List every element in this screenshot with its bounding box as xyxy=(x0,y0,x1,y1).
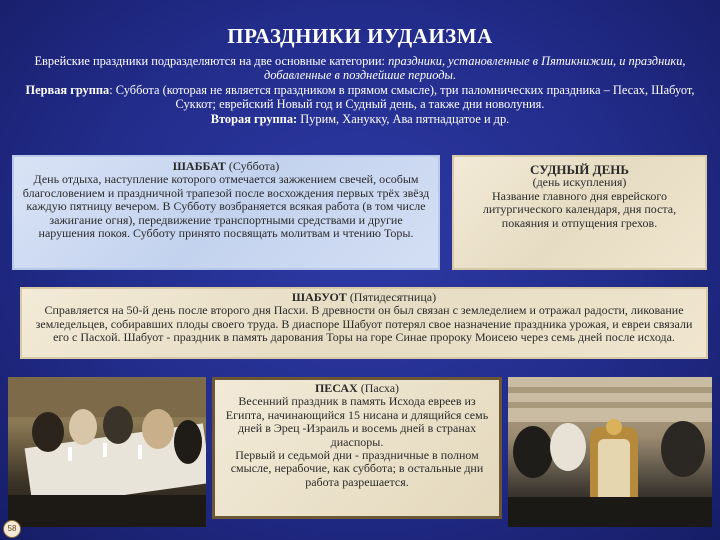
pesach-box xyxy=(212,377,502,519)
group2-label: Вторая группа: xyxy=(210,111,298,126)
pesach-heading: ПЕСАХ xyxy=(314,381,358,395)
pesach-text-2: Первый и седьмой дни - праздничные в полном смысле, нерабочие, как суббота; в остальные дни работа разрешается. xyxy=(230,448,484,489)
shavuot-text: Справляется на 50-й день после второго дня Пасхи. В древности он был связан с земледелием и отражал радости, ликование земледельцев, собиравших плоды своего труда. В диаспоре Шабуот потерял свое назначение праздника урожая, и евреи связали его с Пасхой. Шабуот - праздник в память дарования Торы на горе Синае пророку Моисею через семь дней после исхода. xyxy=(35,303,693,345)
yom-kippur-heading: СУДНЫЙ ДЕНЬ xyxy=(530,162,629,177)
group2-text: Пурим, Ханукку, Ава пятнадцатое и др. xyxy=(297,111,510,126)
group1-label: Первая группа xyxy=(25,82,110,97)
yom-kippur-subheading: (день искупления) xyxy=(532,175,627,190)
shabbat-heading: ШАББАТ xyxy=(172,159,226,173)
intro-lead: Еврейские праздники подразделяются на две основные категории: xyxy=(34,54,389,68)
torah-scroll-photo xyxy=(508,377,712,527)
shavuot-box xyxy=(20,287,708,359)
group1-text: : Суббота (которая не является праздником в прямом смысле), три паломнических праздника – Песах, Шабуот, Суккот; еврейский Новый год и Судный день, а также дни новолуния. xyxy=(109,82,695,112)
intro-text xyxy=(14,54,706,126)
page-number-badge: 58 xyxy=(3,520,21,538)
shavuot-subheading: (Пятидесятница) xyxy=(346,290,437,304)
yom-kippur-box xyxy=(452,155,707,270)
pesach-subheading: (Пасха) xyxy=(357,381,400,395)
shabbat-box xyxy=(12,155,440,270)
intro-categories: праздники, установленные в Пятикнижии, и праздники, добавленные в позднейшие периоды. xyxy=(263,54,686,83)
shabbat-text: День отдыха, наступление которого отмечается зажжением свечей, особым благословением и праздничной трапезой после восхождения первых трёх звёзд каждую пятницу вечером. В Субботу возбраняется всякая работа (в том числе зажигание огня), передвижение транспортными средствами и другие нарушения покоя. Субботу принято посвящать молитвам и чтению Торы. xyxy=(22,172,430,241)
yom-kippur-text: Название главного дня еврейского литургического календаря, дня поста, покаяния и отпущения грехов. xyxy=(482,188,677,230)
seder-table-photo xyxy=(8,377,206,527)
pesach-text-1: Весенний праздник в память Исхода евреев из Египта, начинающийся 15 нисана и длящийся семь дней в Эрец -Израиль и восемь дней в странах диаспоры. xyxy=(225,394,489,449)
shavuot-heading: ШАБУОТ xyxy=(291,290,347,304)
slide-title: ПРАЗДНИКИ ИУДАИЗМА xyxy=(227,24,493,48)
shabbat-subheading: (Суббота) xyxy=(225,159,280,173)
